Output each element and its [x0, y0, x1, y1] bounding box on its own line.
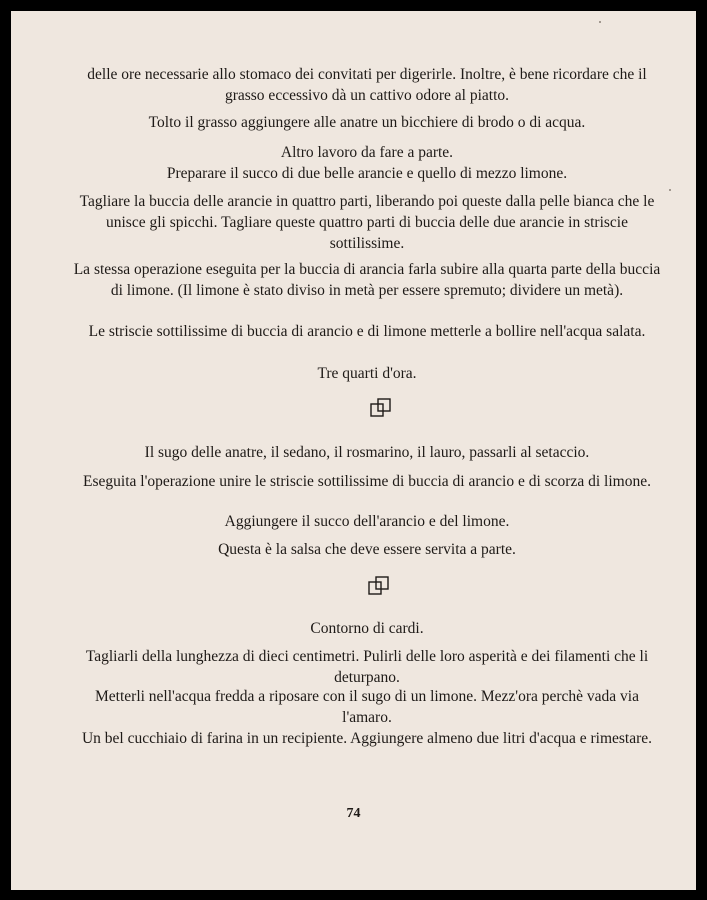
paragraph: Tre quarti d'ora.: [317, 365, 417, 382]
interlocking-squares-icon: [370, 397, 392, 419]
paragraph: La stessa operazione eseguita per la buccia di arancia farla subire alla quarta parte della buccia di limone. (Il limone è stato diviso in metà per essere spremuto; dividere un metà).: [73, 261, 661, 299]
interlocking-squares-icon: [368, 575, 390, 597]
book-page: [11, 11, 696, 890]
paragraph: Metterli nell'acqua fredda a riposare con il sugo di un limone. Mezz'ora perchè vada via l'amaro.: [95, 688, 639, 726]
paragraph: Un bel cucchiaio di farina in un recipiente. Aggiungere almeno due litri d'acqua e rimestare.: [81, 730, 653, 747]
paragraph: Altro lavoro da fare a parte.: [280, 144, 454, 161]
section-heading: Contorno di cardi.: [310, 620, 424, 637]
paragraph: Le striscie sottilissime di buccia di arancio e di limone metterle a bollire nell'acqua salata.: [88, 323, 646, 340]
page-number: 74: [346, 806, 361, 821]
paper-speck: [669, 189, 671, 191]
paragraph: Preparare il succo di due belle arancie e quello di mezzo limone.: [166, 165, 568, 182]
paragraph: Tagliarli della lunghezza di dieci centimetri. Pulirli delle loro asperità e dei filamenti che li deturpano.: [85, 648, 649, 686]
paragraph: Aggiungere il succo dell'arancio e del limone.: [224, 513, 510, 530]
paragraph: delle ore necessarie allo stomaco dei convitati per digerirle. Inoltre, è bene ricordare che il grasso eccessivo dà un cattivo odore al piatto.: [87, 66, 647, 104]
paragraph: Tolto il grasso aggiungere alle anatre un bicchiere di brodo o di acqua.: [148, 114, 586, 131]
paragraph: Il sugo delle anatre, il sedano, il rosmarino, il lauro, passarli al setaccio.: [144, 444, 590, 461]
paragraph: Tagliare la buccia delle arancie in quattro parti, liberando poi queste dalla pelle bianca che le unisce gli spicchi. Tagliare queste quattro parti di buccia delle due arancie in striscie sottilissime.: [79, 193, 655, 252]
paper-speck: [599, 21, 601, 23]
paragraph: Eseguita l'operazione unire le striscie sottilissime di buccia di arancio e di scorza di limone.: [83, 473, 651, 490]
paragraph: Questa è la salsa che deve essere servita a parte.: [218, 541, 516, 558]
